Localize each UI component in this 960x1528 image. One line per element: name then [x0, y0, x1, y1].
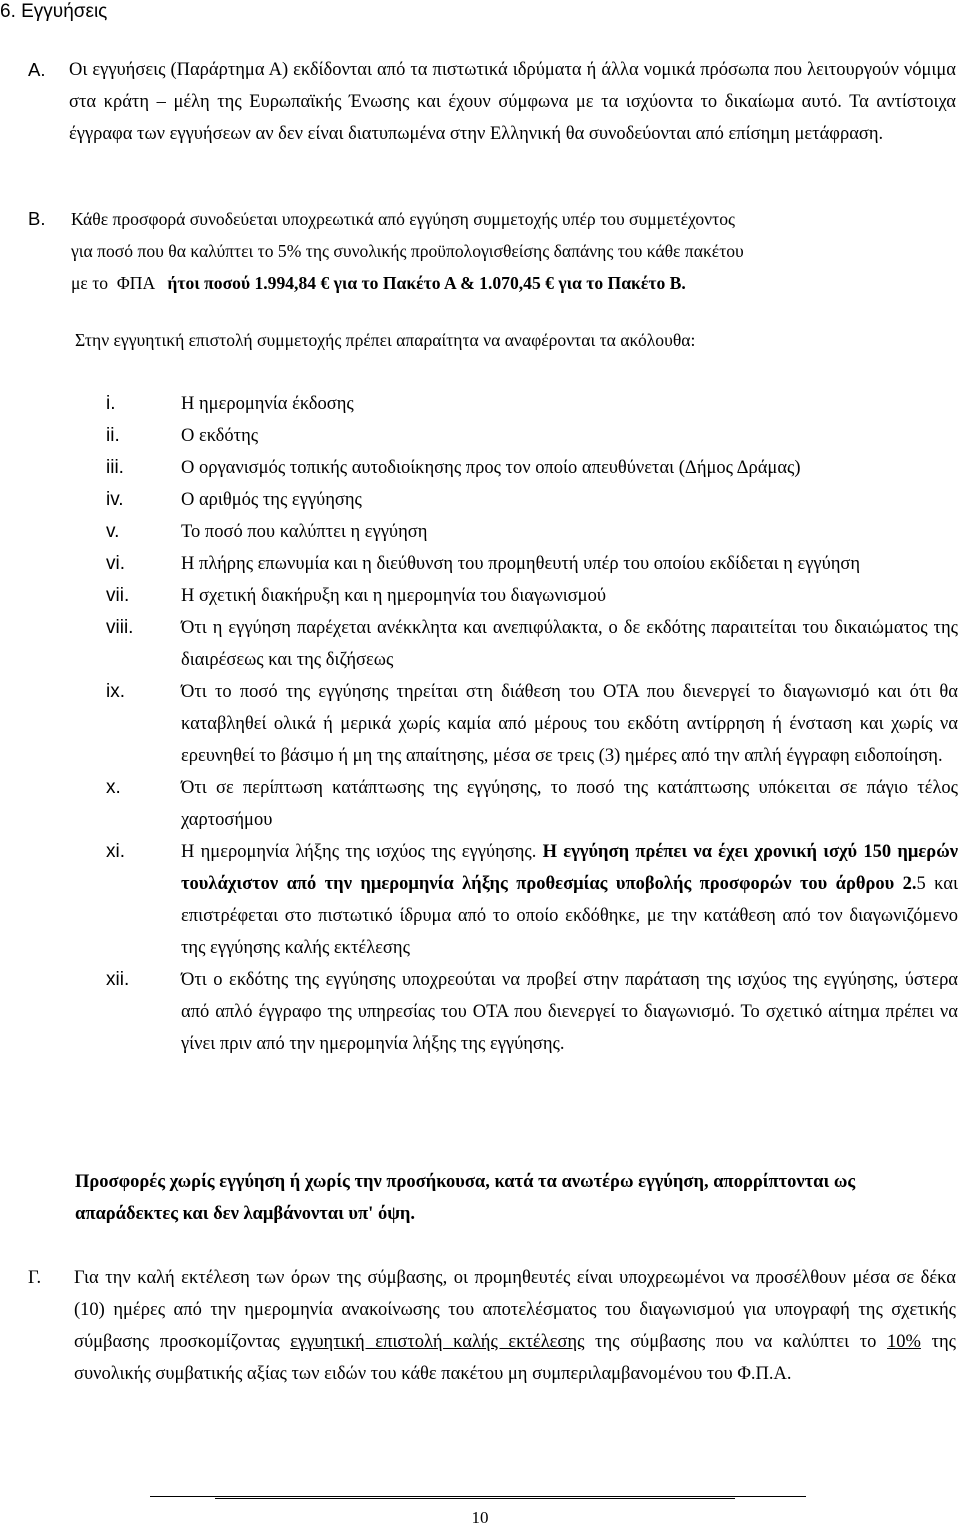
- section-g-part-3: της συνολικής συμβατικής αξίας των ειδών του κάθε πακέτου μη συμπεριλαμβανομένου του Φ.Π.Α.: [74, 1332, 956, 1384]
- section-g: [28, 1262, 956, 1390]
- list-item-number: vii.: [106, 585, 130, 606]
- footer-rule: [150, 1496, 806, 1497]
- list-item: [106, 484, 958, 516]
- list-item: [106, 548, 958, 580]
- list-item-text: Ο οργανισμός τοπικής αυτοδιοίκησης προς τον οποίο απευθύνεται (Δήμος Δράμας): [181, 458, 801, 478]
- section-b-line-3: [71, 267, 956, 299]
- section-g-text: [74, 1262, 956, 1390]
- section-a: [28, 54, 956, 150]
- list-item-number: ix.: [106, 681, 125, 702]
- list-item-number: i.: [106, 393, 116, 414]
- section-g-part-1: Για την καλή εκτέλεση των όρων της σύμβασης, οι προμηθευτές είναι υποχρεωμένοι να προσέλθουν μέσα σε δέκα (10) ημέρες από την ημερομηνία ανακοίνωσης του αποτελέσματος του διαγωνισμού για υπογραφή της σχετικής σύμβασης προσκομίζοντας: [74, 1268, 956, 1352]
- page-number: 10: [471, 1508, 489, 1527]
- list-item: [106, 420, 958, 452]
- list-item-number: x.: [106, 777, 121, 798]
- performance-guarantee-term: εγγυητική επιστολή καλής εκτέλεσης: [290, 1332, 585, 1352]
- section-b-amounts: ήτοι ποσού 1.994,84 € για το Πακέτο Α & 1.070,45 € για το Πακέτο Β.: [167, 273, 686, 293]
- list-item-text: Ότι ο εκδότης της εγγύησης υποχρεούται να προβεί στην παράταση της ισχύος της εγγύησης, ύστερα από απλό έγγραφο της υπηρεσίας του ΟΤΑ που διενεργεί το διαγωνισμό. Το σχετικό αίτημα πρέπει να γίνει πριν από την ημερομηνία λήξης της εγγύησης.: [181, 970, 958, 1054]
- list-item: [106, 388, 958, 420]
- list-item: [106, 612, 958, 676]
- footer-rule-inner: [215, 1498, 735, 1499]
- section-a-letter: Α.: [28, 59, 46, 80]
- list-item-text: Ο εκδότης: [181, 426, 259, 446]
- section-b-line-2: για ποσό που θα καλύπτει το 5% της συνολικής προϋπολογισθείσης δαπάνης του κάθε πακέτου: [71, 241, 744, 261]
- list-item-text-cont: 5 και επιστρέφεται στο πιστωτικό ίδρυμα από το οποίο εκδόθηκε, με την κατάθεση από τον διαγωνιζόμενο της εγγύησης καλής εκτέλεσης: [181, 874, 958, 958]
- section-g-letter: Γ.: [28, 1268, 42, 1288]
- list-item-text: Ότι το ποσό της εγγύησης τηρείται στη διάθεση του ΟΤΑ που διενεργεί το διαγωνισμό και ότι θα καταβληθεί ολικά ή μερικά χωρίς καμία από μέρους του εκδότη αντίρρηση ή ένσταση και χωρίς να ερευνηθεί το βάσιμο ή μη της απαίτησης, μέσα σε τρεις (3) ημέρες από την απλή έγγραφη ειδοποίηση.: [181, 682, 958, 766]
- list-item-text: Η ημερομηνία λήξης της ισχύος της εγγύησης.: [181, 842, 543, 862]
- section-heading: 6. Εγγυήσεις: [0, 1, 108, 22]
- section-b-letter: Β.: [28, 208, 46, 229]
- section-a-text: Οι εγγυήσεις (Παράρτημα Α) εκδίδονται από τα πιστωτικά ιδρύματα ή άλλα νομικά πρόσωπα που λειτουργούν νόμιμα στα κράτη – μέλη της Ευρωπαϊκής Ένωσης και έχουν σύμφωνα με τα ισχύοντα το δικαίωμα αυτό. Τα αντίστοιχα έγγραφα των εγγυήσεων αν δεν είναι διατυπωμένα στην Ελληνική θα συνοδεύονται από επίσημη μετάφραση.: [69, 60, 956, 144]
- list-item: [106, 516, 958, 548]
- section-g-part-2: της σύμβασης που να καλύπτει το: [584, 1332, 887, 1352]
- section-b-line-1: Κάθε προσφορά συνοδεύεται υποχρεωτικά από εγγύηση συμμετοχής υπέρ του συμμετέχοντος: [71, 209, 735, 229]
- list-item-text: Ότι η εγγύηση παρέχεται ανέκκλητα και ανεπιφύλακτα, ο δε εκδότης παραιτείται του δικαιώματος της διαιρέσεως και της διζήσεως: [181, 618, 958, 670]
- list-item-text: Ότι σε περίπτωση κατάπτωσης της εγγύησης, το ποσό της κατάπτωσης υπόκειται σε πάγιο τέλος χαρτοσήμου: [181, 778, 958, 830]
- list-item-text: Το ποσό που καλύπτει η εγγύηση: [181, 522, 428, 542]
- list-item-number: iv.: [106, 489, 124, 510]
- list-intro: Στην εγγυητική επιστολή συμμετοχής πρέπει απαραίτητα να αναφέρονται τα ακόλουθα:: [75, 330, 696, 350]
- list-item-number: vi.: [106, 553, 125, 574]
- list-item-number: xii.: [106, 969, 130, 990]
- section-b: [28, 203, 956, 299]
- list-item-number: ii.: [106, 425, 120, 446]
- list-item-number: viii.: [106, 617, 134, 638]
- percentage-term: 10%: [887, 1332, 921, 1352]
- section-b-text: [71, 203, 956, 299]
- section-b-line-3-plain: με το ΦΠΑ: [71, 273, 168, 293]
- list-item-text: Η σχετική διακήρυξη και η ημερομηνία του διαγωνισμού: [181, 586, 606, 606]
- list-item-text: Η πλήρης επωνυμία και η διεύθυνση του προμηθευτή υπέρ του οποίου εκδίδεται η εγγύηση: [181, 554, 861, 574]
- list-item-number: xi.: [106, 841, 125, 862]
- rejection-notice: Προσφορές χωρίς εγγύηση ή χωρίς την προσήκουσα, κατά τα ανωτέρω εγγύηση, απορρίπτονται ως απαράδεκτες και δεν λαμβάνονται υπ' όψη.: [75, 1172, 856, 1224]
- list-item-emphasis: Η εγγύηση πρέπει να έχει χρονική ισχύ 150 ημερών τουλάχιστον από την ημερομηνία λήξης προθεσμίας υποβολής προσφορών του άρθρου 2.: [181, 842, 958, 894]
- list-item: [106, 580, 958, 612]
- list-item: [106, 836, 958, 964]
- list-item: [106, 676, 958, 772]
- list-item-text: Ο αριθμός της εγγύησης: [181, 490, 362, 510]
- list-item-number: v.: [106, 521, 120, 542]
- list-item-number: iii.: [106, 457, 124, 478]
- list-item: [106, 772, 958, 836]
- list-item-text: Η ημερομηνία έκδοσης: [181, 394, 354, 414]
- requirements-list: [106, 388, 958, 1060]
- list-item: [106, 964, 958, 1060]
- list-item: [106, 452, 958, 484]
